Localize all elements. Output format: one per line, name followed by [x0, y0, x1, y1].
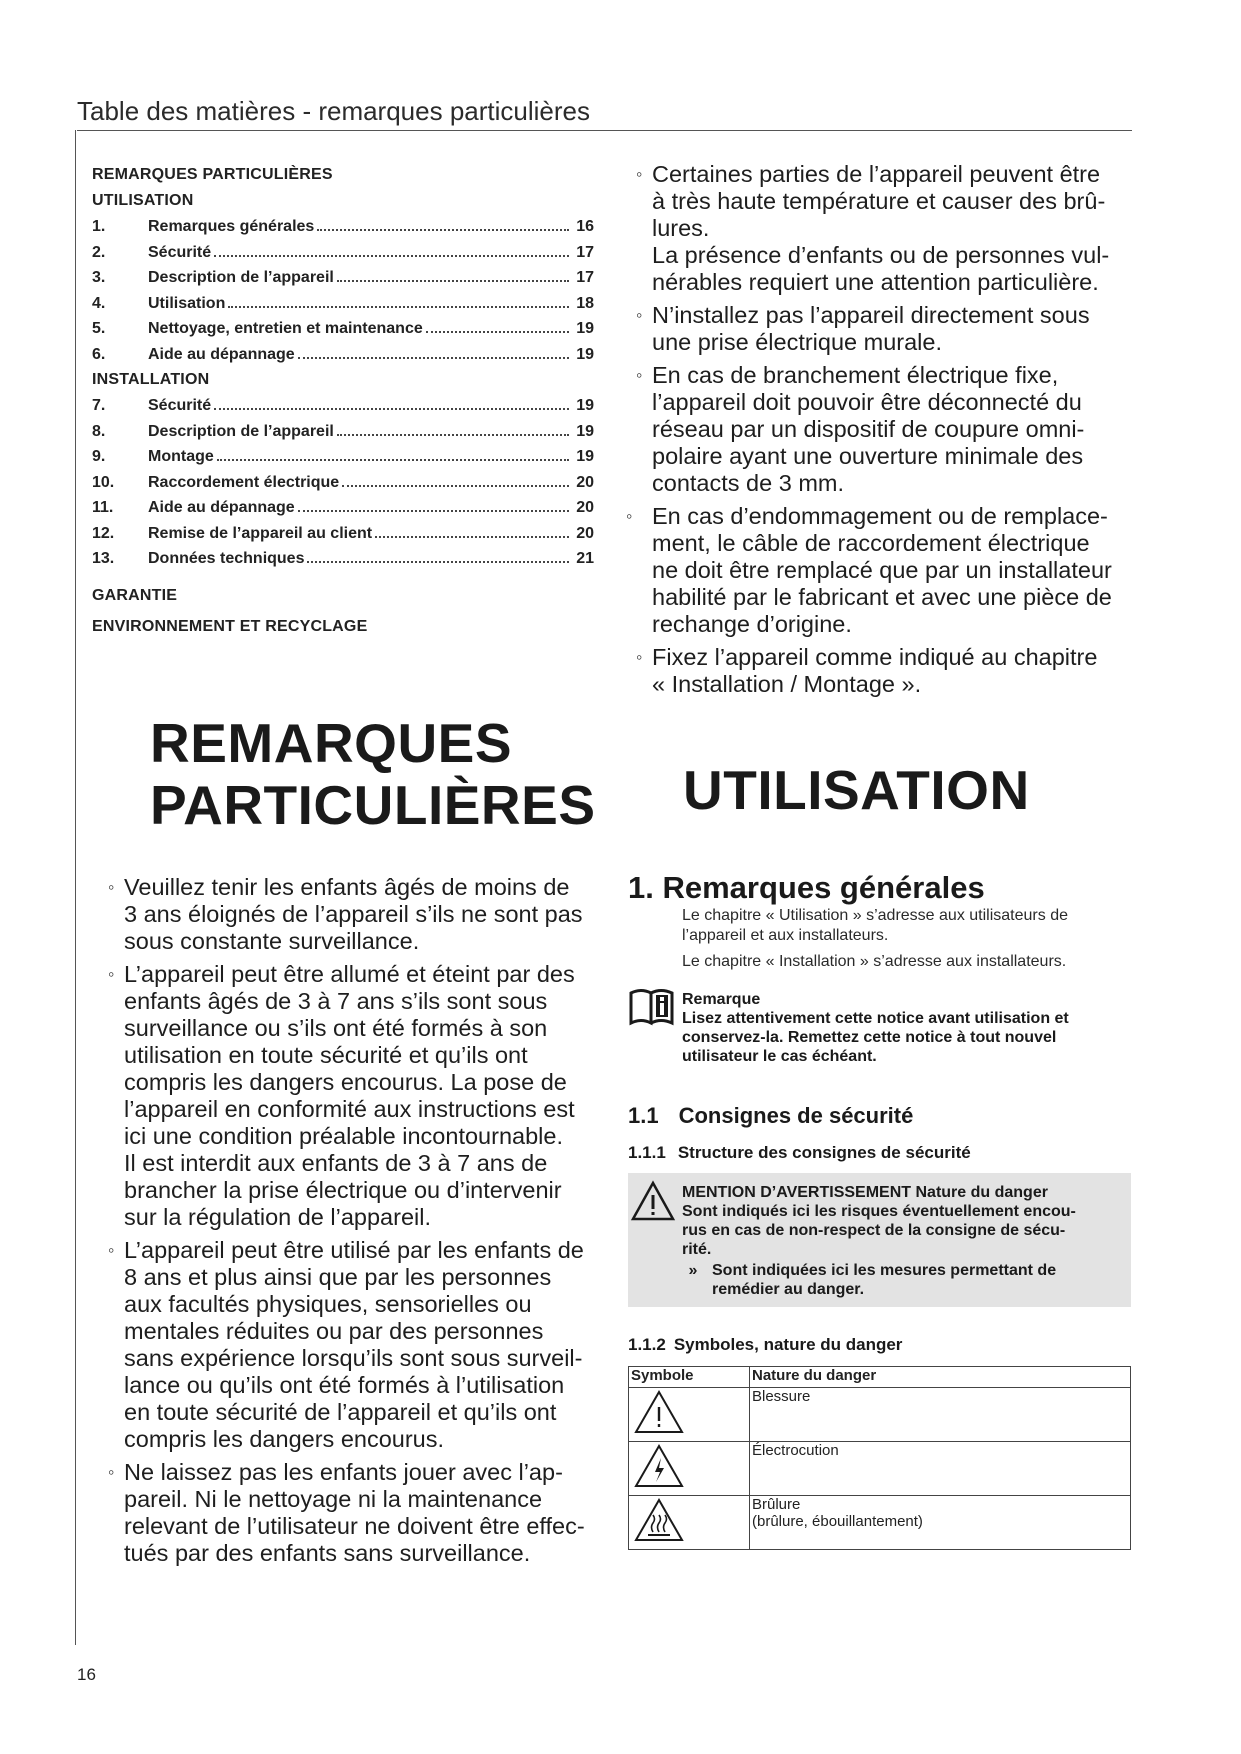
symbols-table [628, 1366, 1131, 1550]
text-line: l’appareil en conformité aux instructions est [124, 1096, 575, 1122]
warning-risks [682, 1202, 1130, 1259]
toc-section-installation[interactable]: INSTALLATION [92, 371, 210, 388]
text-line: une prise électrique murale. [652, 329, 942, 355]
text-line: ne doit être remplacé que par un installateur [652, 557, 1112, 583]
toc-dot-leader [307, 561, 569, 563]
text-line: utilisateur le cas échéant. [682, 1048, 877, 1065]
toc-entry-label: Aide au dépannage [148, 499, 295, 516]
text-line: En cas de branchement électrique fixe, [652, 362, 1059, 388]
text-line: lance ou qu’ils ont été formés à l’utilisation [124, 1372, 565, 1398]
warning-measure [704, 1261, 1056, 1299]
text-line: réseau par un dispositif de coupure omni- [652, 416, 1085, 442]
text-line: mentales réduites ou par des personnes [124, 1318, 544, 1344]
table-header-row [629, 1367, 1131, 1388]
note-title: Remarque [682, 991, 761, 1008]
toc-entry-label: Sécurité [148, 243, 212, 261]
toc-entry[interactable] [92, 419, 594, 445]
text-line: « Installation / Montage ». [652, 671, 922, 697]
text-line: L’appareil peut être utilisé par les enfants de [124, 1237, 584, 1263]
text-line: Veuillez tenir les enfants âgés de moins de [124, 874, 570, 900]
text-line: 8 ans et plus ainsi que par les personnes [124, 1264, 552, 1290]
toc-entry[interactable] [92, 291, 594, 317]
toc-dot-leader [317, 229, 569, 231]
toc-entry-label: Description de l’appareil [148, 422, 334, 440]
text-line: Sont indiqués ici les risques éventuellement encou- [682, 1203, 1076, 1220]
toc-entry[interactable] [92, 495, 594, 521]
table-cell-symbol [629, 1496, 750, 1550]
remarques-heading: REMARQUES PARTICULIÈRES [150, 712, 596, 836]
toc-entry-label: Données techniques [148, 550, 305, 567]
toc-entry-num: 2. [92, 243, 106, 261]
text-line: 3 ans éloignés de l’appareil s’ils ne sont pas [124, 901, 583, 927]
text-line: rité. [682, 1241, 712, 1258]
section-1-paragraph-2: Le chapitre « Installation » s’adresse aux installateurs. [682, 953, 1067, 970]
toc-dot-leader [337, 280, 569, 282]
table-cell-symbol [629, 1442, 750, 1496]
text-line: Il est interdit aux enfants de 3 à 7 ans de [124, 1150, 548, 1176]
toc-dot-leader [214, 408, 569, 410]
toc-entry-label: Utilisation [148, 294, 226, 312]
text-line: Certaines parties de l’appareil peuvent être [652, 161, 1101, 187]
text-line: remédier au danger. [712, 1281, 865, 1298]
toc-entry[interactable] [92, 240, 594, 266]
text-line: rus en cas de non-respect de la consigne de sécu- [682, 1222, 1066, 1239]
bullet-cable-replacement: ◦ En cas d’endommagement ou de remplace- ment, le câble de raccordement électrique ne doit être remplacé que par un installateur habilité par le fabricant et avec une pièce de rechange d’origine. [626, 503, 1136, 638]
text-line: ment, le câble de raccordement électrique [652, 530, 1090, 556]
toc-entry-num: 4. [92, 294, 106, 312]
text-line: sous constante surveillance. [124, 928, 420, 954]
toc-dot-leader [426, 331, 569, 333]
section-1-1-heading: 1.1 Consignes de sécurité [628, 1103, 914, 1128]
toc-entry-num: 1. [92, 218, 106, 235]
table-row [629, 1388, 1131, 1442]
text-line: utilisation en toute sécurité et qu’ils ont [124, 1042, 528, 1068]
toc-dot-leader [298, 510, 569, 512]
toc-entry-label: Montage [148, 448, 214, 465]
warning-triangle-icon [630, 1180, 676, 1222]
section-1-paragraph-1 [682, 906, 1132, 946]
bullet-no-play: ◦ Ne laissez pas les enfants jouer avec l’ap- pareil. Ni le nettoyage ni la maintenance relevant de l’utilisateur ne doivent être effec- tués par des enfants sans surveillance. [108, 1459, 618, 1567]
text-line: conservez-la. Remettez cette notice à tout nouvel [682, 1029, 1057, 1046]
toc-entry-label: Aide au dépannage [148, 345, 295, 363]
text-line: Sont indiquées ici les mesures permettant de [712, 1262, 1057, 1279]
table-row [629, 1496, 1131, 1550]
text-line: nérables requiert une attention particulière. [652, 269, 1099, 295]
text-line: pareil. Ni le nettoyage ni la maintenance [124, 1486, 543, 1512]
toc-entry[interactable] [92, 521, 594, 547]
section-1-1-2-heading: 1.1.2 Symboles, nature du danger [628, 1335, 903, 1354]
toc-entry-label: Nettoyage, entretien et maintenance [148, 320, 423, 337]
left-margin-divider [75, 130, 76, 1645]
book-info-icon [628, 987, 678, 1027]
bullet-fixed-connection: ◦ En cas de branchement électrique fixe, l’appareil doit pouvoir être déconnecté du réseau par un dispositif de coupure omni- polaire ayant une ouverture minimale des contacts de 3 mm. [636, 362, 1136, 497]
text-line: aux facultés physiques, sensorielles ou [124, 1291, 532, 1317]
electric-hazard-icon [631, 1442, 687, 1490]
bullet-children-3-to-7: ◦ L’appareil peut être allumé et éteint par des enfants âgés de 3 à 7 ans s’ils sont sous surveillance ou s’ils ont été formés à son utilisation en toute sécurité et qu’ils ont compris les dangers encourus. La pose de l’appareil en conformité aux instructions est ici une condition préalable incontournable. Il est interdit aux enfants de 3 à 7 ans de brancher la prise électrique ou d’intervenir sur la régulation de l’appareil. [108, 961, 618, 1231]
toc-entry-page: 19 [576, 345, 594, 363]
table-cell-nature: Électrocution [750, 1442, 1131, 1496]
toc-entry-page: 17 [576, 269, 594, 286]
toc-entry[interactable] [92, 316, 594, 342]
text-line: tués par des enfants sans surveillance. [124, 1540, 531, 1566]
text-line: surveillance ou s’ils ont été formés à son [124, 1015, 548, 1041]
toc-dot-leader [375, 536, 569, 538]
toc-entry-num: 8. [92, 422, 106, 440]
text-line: compris les dangers encourus. La pose de [124, 1069, 567, 1095]
bullet-hot-parts: ◦ Certaines parties de l’appareil peuvent être à très haute température et causer des brû- lures. La présence d’enfants ou de personnes vul- nérables requiert une attention particulière. [636, 161, 1136, 296]
bullet-no-wall-socket: ◦ N’installez pas l’appareil directement sous une prise électrique murale. [636, 302, 1136, 356]
toc-entry-page: 18 [576, 294, 594, 312]
toc-section-garantie[interactable]: GARANTIE [92, 586, 178, 604]
text-line: polaire ayant une ouverture minimale des [652, 443, 1084, 469]
bullet-children-under-3: ◦ Veuillez tenir les enfants âgés de moins de 3 ans éloignés de l’appareil s’ils ne sont pas sous constante surveillance. [108, 874, 618, 955]
page-number: 16 [77, 1665, 96, 1684]
toc-entry-page: 19 [576, 397, 594, 414]
toc-entry[interactable] [92, 444, 594, 470]
toc-entry-num: 3. [92, 269, 106, 286]
toc-entry-num: 13. [92, 550, 115, 567]
toc-entry[interactable] [92, 265, 594, 291]
table-cell-symbol [629, 1388, 750, 1442]
table-cell-nature: Blessure [750, 1388, 1131, 1442]
section-1-title: 1. Remarques générales [628, 870, 985, 905]
note-text [682, 1009, 1132, 1066]
toc-entry-num: 9. [92, 448, 106, 465]
toc-section-utilisation[interactable]: UTILISATION [92, 192, 194, 209]
text-line: Le chapitre « Utilisation » s’adresse aux utilisateurs de [682, 907, 1068, 924]
bullet-children-8-plus: ◦ L’appareil peut être utilisé par les enfants de 8 ans et plus ainsi que par les personnes aux facultés physiques, sensorielles ou mentales réduites ou par des personnes sans expérience lorsqu’ils sont sous surveil- lance ou qu’ils ont été formés à l’utilisation en toute sécurité de l’appareil et qu’ils ont compris les dangers encourus. [108, 1237, 618, 1453]
toc-section-environnement[interactable]: ENVIRONNEMENT ET RECYCLAGE [92, 617, 368, 635]
warning-text: MENTION D’AVERTISSEMENT Nature du danger Sont indiqués ici les risques éventuellement encou- rus en cas de non-respect de la consigne de sécu- rité. » Sont indiquées ici les mesures permettant de remédier au danger. [682, 1183, 1130, 1299]
toc-entry-label: Raccordement électrique [148, 473, 340, 491]
text-line: sans expérience lorsqu’ils sont sous surveil- [124, 1345, 583, 1371]
warning-keyword: MENTION D’AVERTISSEMENT [682, 1184, 912, 1201]
toc-entry-page: 19 [576, 320, 594, 337]
toc-dot-leader [214, 255, 569, 257]
toc-entry-page: 20 [576, 499, 594, 516]
toc-entry-num: 7. [92, 397, 106, 414]
left-bullet-list [108, 874, 618, 1573]
table-header-symbole: Symbole [629, 1367, 750, 1388]
section-1-1-1-heading: 1.1.1 Structure des consignes de sécurité [628, 1143, 971, 1162]
text-line: en toute sécurité de l’appareil et qu’ils ont [124, 1399, 557, 1425]
toc-dot-leader [217, 459, 569, 461]
warning-triangle-icon [631, 1388, 687, 1436]
toc-dot-leader [342, 485, 569, 487]
text-line: Ne laissez pas les enfants jouer avec l’ap- [124, 1459, 563, 1485]
text-line: Lisez attentivement cette notice avant utilisation et [682, 1010, 1069, 1027]
toc-entry-page: 16 [576, 218, 594, 235]
toc-entry-page: 19 [576, 422, 594, 440]
text-line: à très haute température et causer des brû- [652, 188, 1106, 214]
toc-entry-label: Sécurité [148, 397, 212, 414]
table-row [629, 1442, 1131, 1496]
text-line: N’installez pas l’appareil directement sous [652, 302, 1090, 328]
text-line: habilité par le fabricant et avec une pièce de [652, 584, 1112, 610]
text-line: l’appareil et aux installateurs. [682, 927, 889, 944]
text-line: En cas d’endommagement ou de remplace- [652, 503, 1108, 529]
toc-entry[interactable] [92, 546, 594, 572]
toc-entry[interactable] [92, 214, 594, 240]
table-header-nature: Nature du danger [750, 1367, 1131, 1388]
text-line: contacts de 3 mm. [652, 470, 844, 496]
text-line: enfants âgés de 3 à 7 ans s’ils sont sous [124, 988, 548, 1014]
text-line: compris les dangers encourus. [124, 1426, 445, 1452]
text-line: rechange d’origine. [652, 611, 852, 637]
toc-entry-page: 19 [576, 448, 594, 465]
toc-entry-page: 17 [576, 243, 594, 261]
toc-entry-num: 6. [92, 345, 106, 363]
text-line: La présence d’enfants ou de personnes vul- [652, 242, 1110, 268]
hot-surface-icon [631, 1496, 687, 1544]
toc-dot-leader [337, 434, 569, 436]
table-cell-nature: Brûlure (brûlure, ébouillantement) [750, 1496, 1131, 1550]
toc-entry-num: 10. [92, 473, 115, 491]
toc-entry-page: 20 [576, 524, 594, 542]
toc-entry-label: Remise de l’appareil au client [148, 524, 373, 542]
toc-entry-page: 21 [576, 550, 594, 567]
text-line: lures. [652, 215, 710, 241]
toc-entry[interactable] [92, 393, 594, 419]
toc-entry-num: 5. [92, 320, 106, 337]
toc-dot-leader [228, 306, 569, 308]
bullet-mounting: ◦ Fixez l’appareil comme indiqué au chapitre « Installation / Montage ». [636, 644, 1136, 698]
toc-entry[interactable] [92, 342, 594, 368]
page-header-title: Table des matières - remarques particulières [77, 96, 590, 126]
toc-dot-leader [298, 357, 569, 359]
toc-entry[interactable] [92, 470, 594, 496]
text-line: relevant de l’utilisateur ne doivent être effec- [124, 1513, 585, 1539]
toc-entry-label: Description de l’appareil [148, 269, 334, 286]
table-of-contents [92, 162, 594, 642]
remarque-note [682, 990, 1132, 1066]
toc-entry-num: 11. [92, 499, 114, 516]
text-line: Fixez l’appareil comme indiqué au chapitre [652, 644, 1098, 670]
text-line: sur la régulation de l’appareil. [124, 1204, 431, 1230]
header-divider [77, 130, 1132, 131]
text-line: l’appareil doit pouvoir être déconnecté du [652, 389, 1082, 415]
text-line: brancher la prise électrique ou d’intervenir [124, 1177, 562, 1203]
toc-entry-num: 12. [92, 524, 115, 542]
right-bullet-list [626, 161, 1136, 704]
toc-entry-label: Remarques générales [148, 218, 315, 235]
toc-section-remarques[interactable]: REMARQUES PARTICULIÈRES [92, 166, 333, 183]
toc-entry-page: 20 [576, 473, 594, 491]
utilisation-heading: UTILISATION [683, 759, 1030, 821]
text-line: ici une condition préalable incontournable. [124, 1123, 563, 1149]
text-line: L’appareil peut être allumé et éteint par des [124, 961, 575, 987]
